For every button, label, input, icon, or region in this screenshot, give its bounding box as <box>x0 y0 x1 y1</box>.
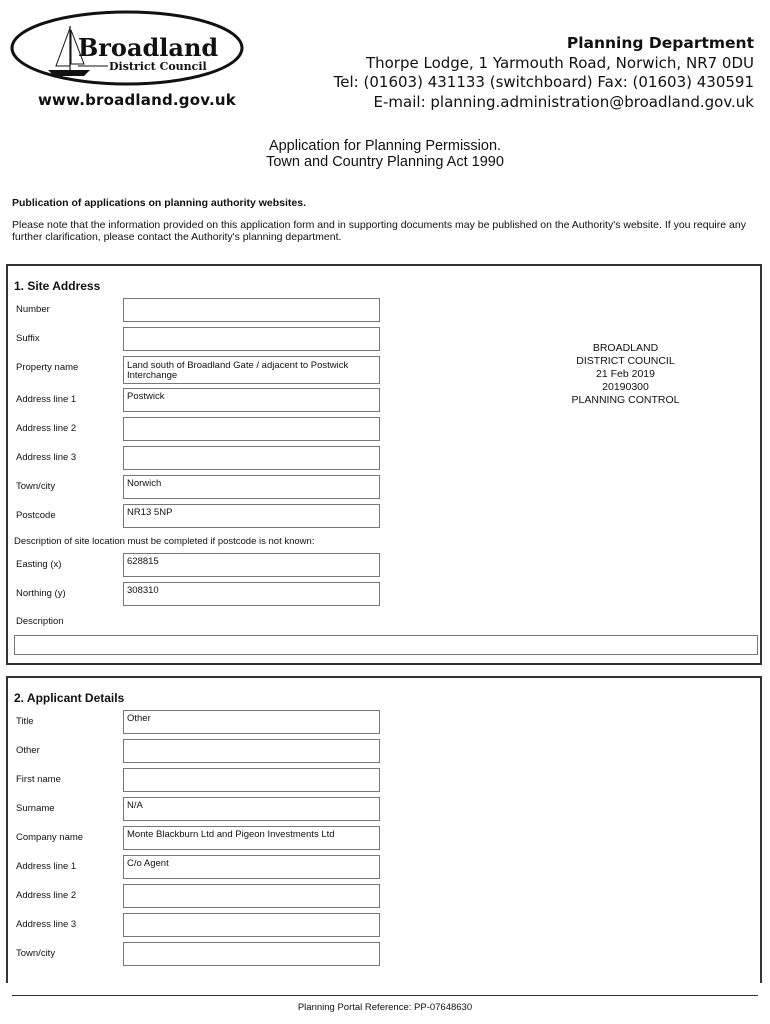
form-title-line1: Application for Planning Permission. <box>268 138 502 154</box>
site-address-heading: 1. Site Address <box>14 279 101 293</box>
applicant-address2-field[interactable] <box>123 884 380 908</box>
applicant-firstname-field[interactable] <box>123 768 380 792</box>
applicant-address3-row <box>8 913 760 937</box>
site-postcode-field[interactable]: NR13 5NP <box>123 504 380 528</box>
stamp-line3: 21 Feb 2019 <box>596 368 655 380</box>
department-address: Thorpe Lodge, 1 Yarmouth Road, Norwich, NR7 0DU <box>365 53 754 72</box>
applicant-other-label: Other <box>16 745 40 756</box>
publication-heading: Publication of applications on planning authority websites. <box>12 197 307 209</box>
applicant-address2-row <box>8 884 760 908</box>
applicant-title-label: Title <box>16 716 34 727</box>
footer-divider <box>12 995 758 996</box>
northing-label: Northing (y) <box>16 588 66 599</box>
location-note: Description of site location must be completed if postcode is not known: <box>14 536 315 547</box>
applicant-surname-label: Surname <box>16 803 55 814</box>
department-email: E-mail: planning.administration@broadland.gov.uk <box>373 92 754 111</box>
site-address3-row <box>8 446 760 470</box>
easting-field[interactable]: 628815 <box>123 553 380 577</box>
received-stamp <box>528 342 723 407</box>
site-address-section <box>6 264 762 665</box>
applicant-address3-field[interactable] <box>123 913 380 937</box>
stamp-line5: PLANNING CONTROL <box>571 394 680 406</box>
site-number-row <box>8 298 760 322</box>
applicant-address3-label: Address line 3 <box>16 919 77 930</box>
applicant-company-field[interactable]: Monte Blackburn Ltd and Pigeon Investments Ltd <box>123 826 380 850</box>
logo-subtitle: District Council <box>109 60 207 73</box>
stamp-line2: DISTRICT COUNCIL <box>576 355 675 367</box>
portal-reference: Planning Portal Reference: PP-07648630 <box>297 1002 473 1013</box>
site-town-label: Town/city <box>16 481 56 492</box>
site-address2-field[interactable] <box>123 417 380 441</box>
site-postcode-row <box>8 504 760 528</box>
form-title-line2: Town and Country Planning Act 1990 <box>266 154 504 170</box>
site-postcode-label: Postcode <box>16 510 56 521</box>
northing-row <box>8 582 760 606</box>
broadland-logo <box>8 8 248 90</box>
department-title: Planning Department <box>566 34 754 52</box>
form-title <box>0 138 770 170</box>
site-address3-label: Address line 3 <box>16 452 77 463</box>
site-town-row <box>8 475 760 499</box>
applicant-title-field[interactable]: Other <box>123 710 380 734</box>
site-number-label: Number <box>16 304 50 315</box>
easting-label: Easting (x) <box>16 559 62 570</box>
applicant-other-field[interactable] <box>123 739 380 763</box>
department-contact <box>334 34 754 112</box>
applicant-town-field[interactable] <box>123 942 380 966</box>
applicant-town-row <box>8 942 760 966</box>
site-address1-field[interactable]: Postwick <box>123 388 380 412</box>
northing-field[interactable]: 308310 <box>123 582 380 606</box>
site-property-field[interactable]: Land south of Broadland Gate / adjacent to Postwick Interchange <box>123 356 380 384</box>
applicant-address1-row <box>8 855 760 879</box>
site-suffix-label: Suffix <box>16 333 40 344</box>
applicant-surname-row <box>8 797 760 821</box>
applicant-heading: 2. Applicant Details <box>14 691 125 705</box>
applicant-firstname-label: First name <box>16 774 61 785</box>
applicant-company-label: Company name <box>16 832 84 843</box>
site-number-field[interactable] <box>123 298 380 322</box>
applicant-surname-field[interactable]: N/A <box>123 797 380 821</box>
easting-row <box>8 553 760 577</box>
stamp-line4: 20190300 <box>602 381 649 393</box>
applicant-town-label: Town/city <box>16 948 56 959</box>
site-suffix-field[interactable] <box>123 327 380 351</box>
site-property-label: Property name <box>16 362 79 373</box>
site-address3-field[interactable] <box>123 446 380 470</box>
stamp-line1: BROADLAND <box>592 342 659 354</box>
applicant-company-row <box>8 826 760 850</box>
applicant-firstname-row <box>8 768 760 792</box>
applicant-other-row <box>8 739 760 763</box>
website-link[interactable]: www.broadland.gov.uk <box>38 91 236 109</box>
applicant-address1-label: Address line 1 <box>16 861 77 872</box>
site-address2-row <box>8 417 760 441</box>
site-address2-label: Address line 2 <box>16 423 77 434</box>
publication-note: Please note that the information provided on this application form and in supporting documents may be published on the Authority's website. If you require any further clarification, please contact the Authority's planning department. <box>12 219 746 243</box>
applicant-title-row <box>8 710 760 734</box>
department-phone: Tel: (01603) 431133 (switchboard) Fax: (01603) 430591 <box>333 73 754 91</box>
applicant-section <box>6 676 762 983</box>
applicant-address2-label: Address line 2 <box>16 890 77 901</box>
applicant-address1-field[interactable]: C/o Agent <box>123 855 380 879</box>
description-field[interactable] <box>14 635 758 655</box>
description-label: Description <box>16 616 64 627</box>
logo-name: Broadland <box>78 33 219 62</box>
site-address1-label: Address line 1 <box>16 394 77 405</box>
site-town-field[interactable]: Norwich <box>123 475 380 499</box>
